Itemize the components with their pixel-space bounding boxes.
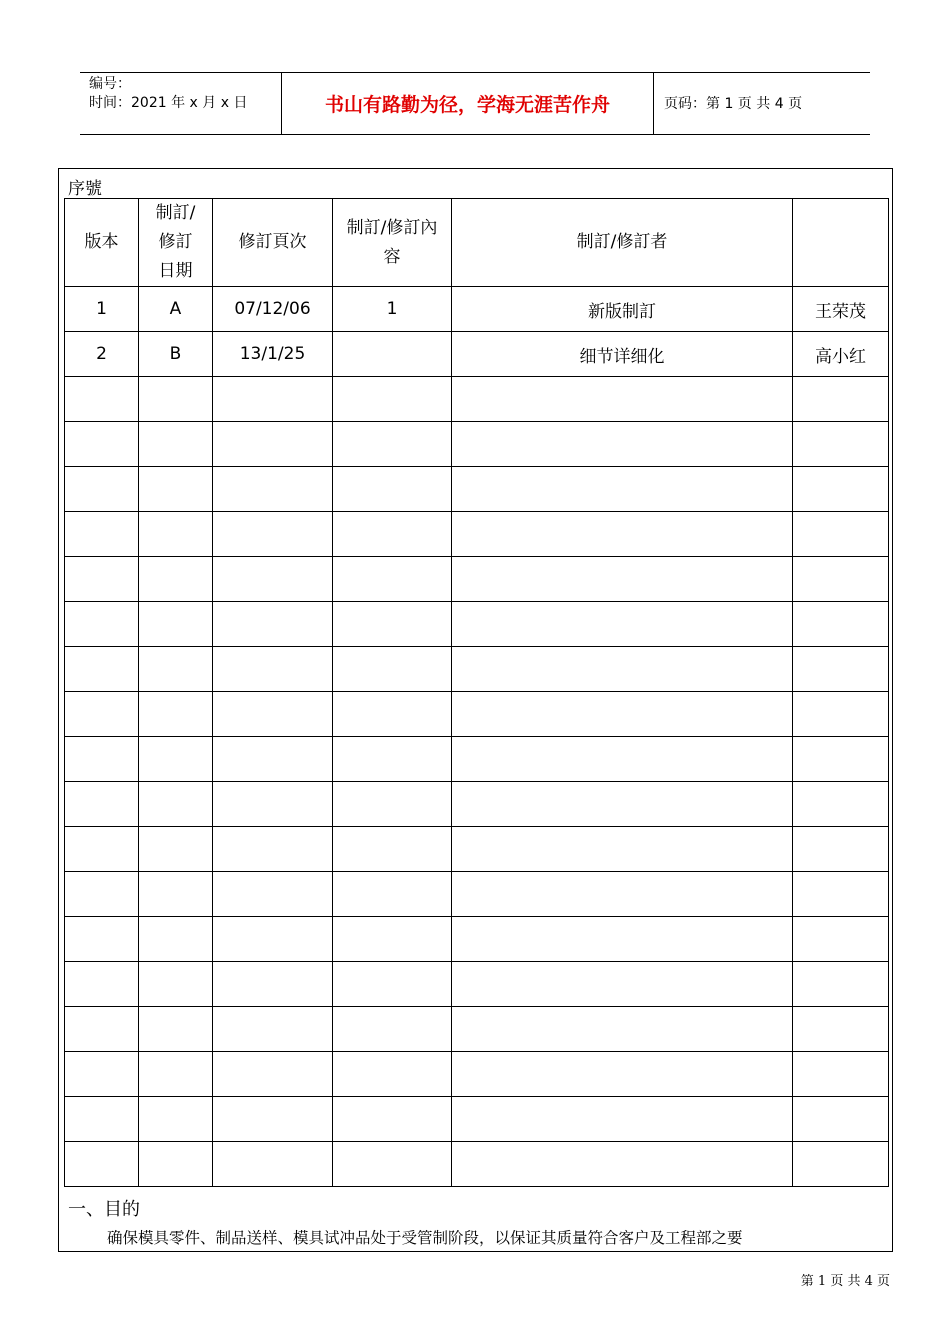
table-cell [793,1007,889,1052]
table-cell [213,647,333,692]
document-date: 时间：2021 年 x 月 x 日 [89,95,248,111]
header-text: 制訂/ 修訂 日期 [155,203,196,281]
table-cell [793,512,889,557]
table-cell [65,512,139,557]
table-cell [65,962,139,1007]
table-cell: 新版制訂 [452,287,793,332]
table-cell [793,692,889,737]
table-cell [213,917,333,962]
page-footer: 第 1 页 共 4 页 [800,1274,890,1289]
table-cell [333,332,452,377]
table-cell [793,827,889,872]
header-divider [653,73,654,134]
table-cell [333,1007,452,1052]
header-text: 制訂/修訂內 容 [346,217,438,267]
table-cell [139,467,213,512]
table-cell [139,737,213,782]
table-cell [452,827,793,872]
header-page-info: 页码：第 1 页 共 4 页 [664,96,803,112]
table-cell [793,917,889,962]
table-cell [793,377,889,422]
table-row [65,647,889,692]
table-row [65,1142,889,1187]
table-cell [65,1007,139,1052]
table-cell [793,467,889,512]
table-header-row [65,199,889,287]
table-cell [213,737,333,782]
table-cell: 高小红 [793,332,889,377]
table-cell [452,962,793,1007]
table-cell [213,1097,333,1142]
table-cell [65,1097,139,1142]
table-cell: 1 [65,287,139,332]
table-cell [139,827,213,872]
table-cell [333,467,452,512]
table-cell [213,467,333,512]
table-cell [65,872,139,917]
table-cell [139,1052,213,1097]
table-cell [793,647,889,692]
table-cell [65,422,139,467]
table-cell [793,1097,889,1142]
table-cell [452,917,793,962]
table-cell [793,782,889,827]
table-cell: A [139,287,213,332]
table-cell [452,1007,793,1052]
table-cell [213,422,333,467]
table-cell [452,557,793,602]
table-cell [139,872,213,917]
table-row [65,377,889,422]
header-motto: 书山有路勤为径，学海无涯苦作舟 [324,94,610,116]
table-cell [65,1052,139,1097]
table-cell [213,1052,333,1097]
table-cell [333,872,452,917]
table-cell [452,512,793,557]
header-text: 版本 [84,232,119,252]
table-cell [333,782,452,827]
table-cell [333,1052,452,1097]
table-row [65,917,889,962]
table-cell: 1 [333,287,452,332]
table-cell [139,647,213,692]
table-cell [65,557,139,602]
revision-table [64,198,889,1187]
table-cell [139,377,213,422]
table-cell [139,962,213,1007]
table-row [65,962,889,1007]
table-cell [65,602,139,647]
table-cell [333,1097,452,1142]
table-cell [139,602,213,647]
table-cell [213,1007,333,1052]
table-cell [452,647,793,692]
header-text: 修訂頁次 [238,232,307,252]
table-cell [65,647,139,692]
document-header [80,72,870,135]
table-cell [65,827,139,872]
table-cell [333,647,452,692]
table-cell [139,512,213,557]
table-cell [333,512,452,557]
header-cell-pages [213,199,333,287]
table-cell [139,1097,213,1142]
table-row [65,602,889,647]
table-row [65,872,889,917]
table-cell [793,872,889,917]
table-row [65,1097,889,1142]
table-cell [452,602,793,647]
section-text: 确保模具零件、制品送样、模具试冲品处于受管制阶段，以保证其质量符合客户及工程部之要 [107,1229,743,1247]
table-cell: 细节详细化 [452,332,793,377]
table-cell [452,737,793,782]
table-cell [452,872,793,917]
table-cell [333,377,452,422]
table-cell [213,602,333,647]
table-cell [139,1142,213,1187]
table-cell [333,557,452,602]
table-cell [139,692,213,737]
table-cell [213,692,333,737]
table-row [65,467,889,512]
table-cell [139,1007,213,1052]
table-cell: 2 [65,332,139,377]
table-cell [139,422,213,467]
table-cell [213,872,333,917]
table-cell [213,827,333,872]
table-cell [793,1142,889,1187]
revision-frame [58,168,893,1252]
table-row [65,512,889,557]
table-cell [793,1052,889,1097]
table-cell [213,1142,333,1187]
header-text: 制訂/修訂者 [576,232,668,252]
table-cell [793,602,889,647]
table-cell [139,782,213,827]
table-cell [65,782,139,827]
header-cell-content [333,199,452,287]
table-row [65,1052,889,1097]
table-cell [333,1142,452,1187]
table-row [65,332,889,377]
table-row [65,827,889,872]
table-cell [452,1052,793,1097]
table-cell [65,377,139,422]
table-cell: 王荣茂 [793,287,889,332]
table-cell [333,737,452,782]
sequence-label: 序號 [68,179,102,199]
table-cell [452,377,793,422]
header-cell-extra [793,199,889,287]
document-number-label: 编号： [89,76,131,92]
table-cell [793,737,889,782]
table-row [65,287,889,332]
table-cell [793,557,889,602]
table-cell [213,782,333,827]
table-cell [139,557,213,602]
header-cell-date [139,199,213,287]
table-cell [333,422,452,467]
table-cell: 07/12/06 [213,287,333,332]
table-row [65,692,889,737]
table-cell [65,737,139,782]
table-cell [452,422,793,467]
header-meta [89,75,247,113]
table-cell [139,917,213,962]
table-cell [213,377,333,422]
table-row [65,737,889,782]
table-row [65,1007,889,1052]
table-cell [333,917,452,962]
table-row [65,782,889,827]
table-row [65,557,889,602]
header-cell-author [452,199,793,287]
section-title: 一、目的 [68,1199,140,1220]
table-cell [65,467,139,512]
table-cell [333,602,452,647]
table-cell [793,962,889,1007]
table-cell [213,962,333,1007]
table-cell: 13/1/25 [213,332,333,377]
table-cell [65,692,139,737]
table-cell [452,1097,793,1142]
table-cell: B [139,332,213,377]
table-cell [213,557,333,602]
table-row [65,422,889,467]
table-cell [333,692,452,737]
table-cell [333,962,452,1007]
table-cell [65,1142,139,1187]
table-cell [213,512,333,557]
table-cell [452,692,793,737]
header-cell-version [65,199,139,287]
table-cell [452,1142,793,1187]
table-cell [452,467,793,512]
table-cell [333,827,452,872]
table-cell [793,422,889,467]
table-cell [452,782,793,827]
table-cell [65,917,139,962]
